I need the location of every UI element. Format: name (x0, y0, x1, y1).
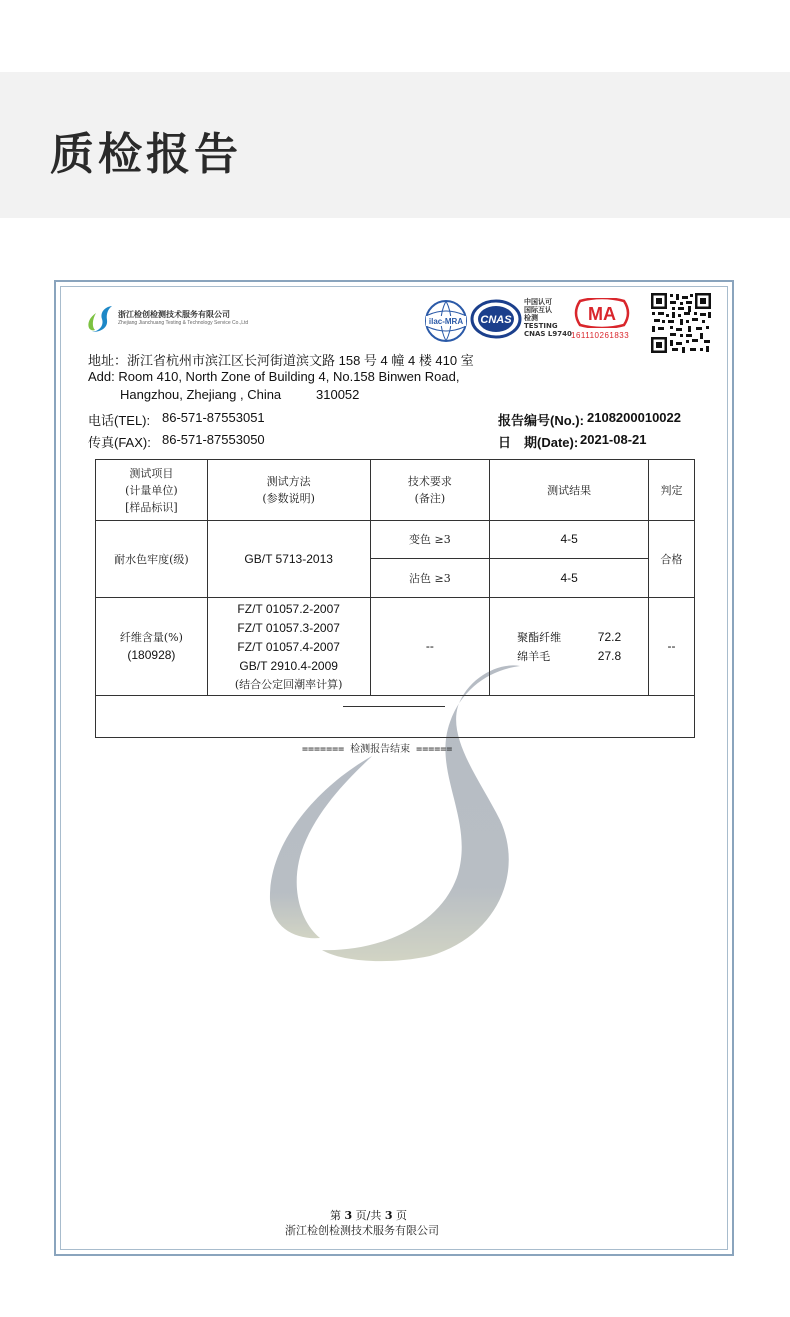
report-date-label: 日 期(Date): (498, 435, 579, 450)
row2-result (490, 598, 649, 696)
tel-label: 电话(TEL): (88, 413, 151, 428)
report-end-marker: ======= 检测报告结束 ====== (302, 744, 453, 755)
company-name-cn: 浙江检创检测技术服务有限公司 (118, 310, 230, 319)
fiber-line-1: 聚酯纤维 72.2 (517, 629, 622, 644)
row1-item: 耐水色牢度(级) (96, 521, 208, 598)
table-header-row (96, 460, 695, 521)
row1-requirement-b: 沾色 ≥3 (370, 559, 490, 598)
qr-code-icon (650, 292, 712, 354)
ilac-label: ilac-MRA (428, 317, 464, 326)
row1-judgement: 合格 (649, 521, 695, 598)
row2-requirement: -- (370, 598, 490, 696)
report-date-value: 2021-08-21 (580, 432, 647, 447)
company-logo-icon (86, 305, 114, 333)
header-method: 测试方法 (参数说明) (207, 460, 370, 521)
row1-result-b: 4-5 (490, 559, 649, 598)
row1-method: GB/T 5713-2013 (207, 521, 370, 598)
table-row (96, 521, 695, 559)
page-number: 第 3 页/共 3 页 (330, 1209, 408, 1222)
report-no-label: 报告编号(No.): (498, 413, 584, 428)
cnas-cn-line-1: 中国认可 (524, 298, 552, 306)
address-en-line-2: Hangzhou, Zhejiang , China (120, 387, 282, 402)
company-name-en: Zhejiang Jianchuang Testing & Technology Service Co.,Ltd (118, 320, 249, 326)
address-postcode: 310052 (316, 387, 360, 402)
ma-number: 161110261833 (571, 331, 630, 340)
test-results-table (95, 459, 695, 738)
row1-requirement-a: 变色 ≥3 (370, 521, 490, 559)
fiber-line-2: 绵羊毛 27.8 (517, 648, 622, 663)
page-title: 质检报告 (50, 129, 242, 180)
cnas-cn-line-3: 检测 (524, 314, 538, 322)
ilac-mra-logo-icon (424, 299, 468, 343)
row2-item: 纤维含量(%) (180928) (96, 598, 208, 696)
row2-method: FZ/T 01057.2-2007 FZ/T 01057.3-2007 FZ/T 01057.4-2007 GB/T 2910.4-2009 (结合公定回潮率计算) (207, 598, 370, 696)
table-row-blank (96, 696, 695, 738)
header-result: 测试结果 (490, 460, 649, 521)
header-item: 测试项目 (计量单位) [样品标识] (96, 460, 208, 521)
fax-value: 86-571-87553050 (162, 432, 265, 447)
fax-label: 传真(FAX): (88, 435, 151, 450)
blank-underline (343, 706, 445, 707)
ma-logo-icon (574, 298, 630, 328)
table-row (96, 598, 695, 696)
address-en-line-1: Add: Room 410, North Zone of Building 4, No.158 Binwen Road, (88, 369, 460, 384)
footer-company: 浙江检创检测技术服务有限公司 (285, 1224, 439, 1237)
cnas-en-line-2: CNAS L9740 (524, 330, 572, 338)
cnas-logo-icon (470, 299, 522, 339)
tel-value: 86-571-87553051 (162, 410, 265, 425)
cnas-label: CNAS (480, 314, 512, 326)
cnas-text-block (524, 298, 572, 338)
header-requirement: 技术要求 (备注) (370, 460, 490, 521)
ma-label: MA (588, 304, 616, 324)
row2-judgement: -- (649, 598, 695, 696)
header-judgement: 判定 (649, 460, 695, 521)
report-no-value: 2108200010022 (587, 410, 681, 425)
cnas-cn-line-2: 国际互认 (524, 306, 552, 314)
cnas-en-line-1: TESTING (524, 322, 558, 330)
row1-result-a: 4-5 (490, 521, 649, 559)
address-cn: 地址：浙江省杭州市滨江区长河街道滨文路 158 号 4 幢 4 楼 410 室 (88, 353, 474, 368)
